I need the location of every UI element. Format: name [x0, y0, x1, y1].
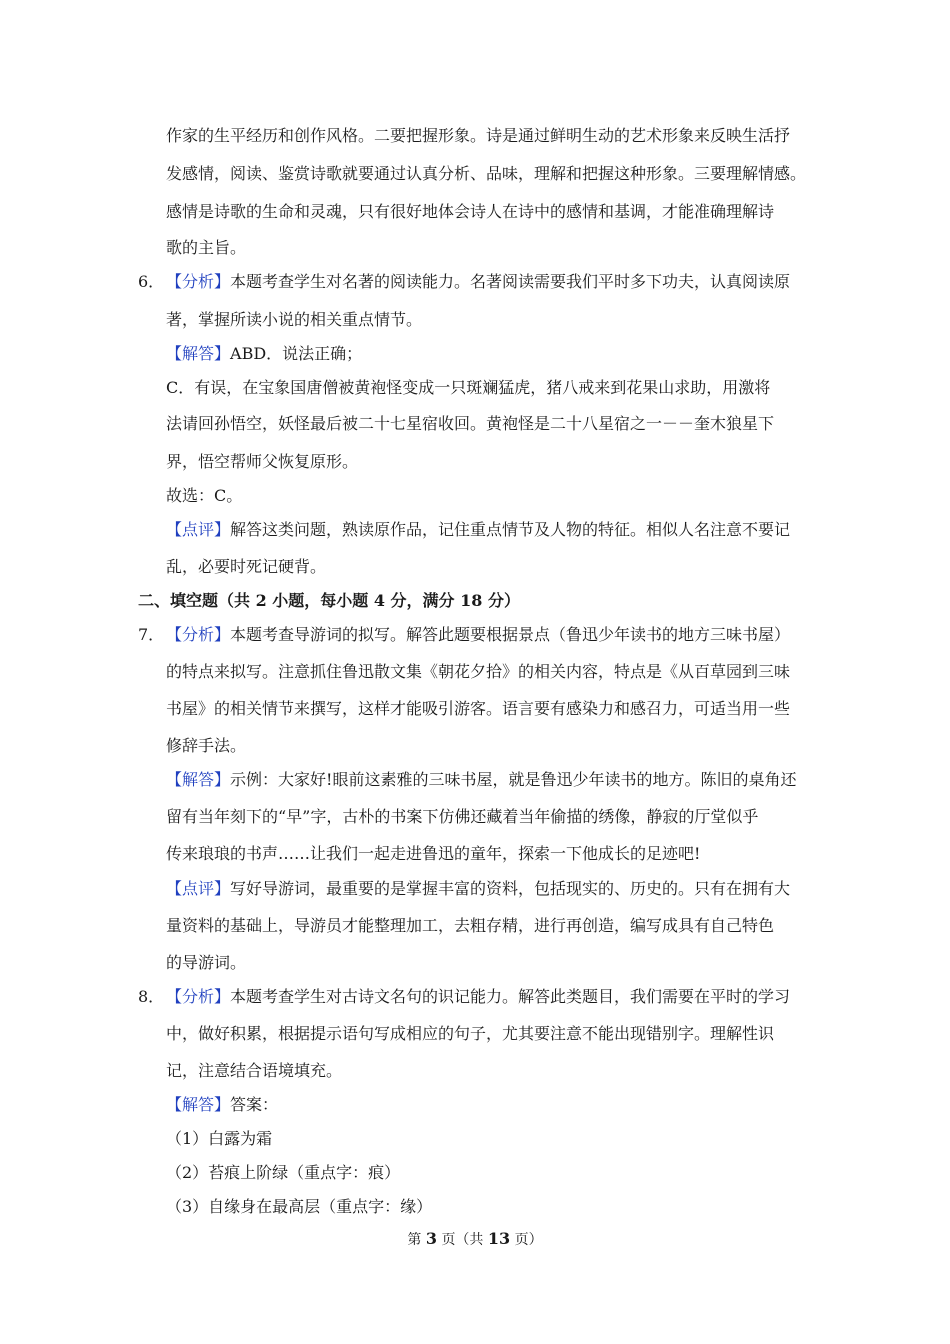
q7-analysis-line	[0, 623, 950, 647]
q7-comment-line	[0, 877, 950, 901]
q8-answer-line: （2）苔痕上阶绿（重点字：痕）	[166, 1163, 401, 1182]
q6-answer-line	[0, 342, 950, 366]
answer-tag: 【解答】	[166, 344, 231, 363]
q7-analysis-line: 修辞手法。	[166, 736, 247, 755]
comment-tag: 【点评】	[166, 520, 231, 539]
question-number: 8．	[138, 987, 165, 1006]
intro-line: 发感情，阅读、鉴赏诗歌就要通过认真分析、品味，理解和把握这种形象。三要理解情感。	[166, 164, 807, 183]
q7-analysis-line: 的特点来拟写。注意抓住鲁迅散文集《朝花夕拾》的相关内容，特点是《从百草园到三味	[166, 662, 791, 681]
footer-suffix: 页）	[514, 1232, 543, 1248]
footer-prefix: 第	[407, 1232, 422, 1248]
q7-answer-line	[0, 768, 950, 792]
q6-comment-line: 乱，必要时死记硬背。	[166, 557, 327, 576]
q7-answer-line: 留有当年刻下的“早”字，古朴的书案下仿佛还藏着当年偷描的绣像，静寂的厅堂似乎	[166, 807, 759, 826]
comment-text: 解答这类问题，熟读原作品，记住重点情节及人物的特征。相似人名注意不要记	[230, 520, 791, 539]
q6-answer-line: 故选：C。	[166, 486, 243, 505]
q6-answer-line: C．有误，在宝象国唐僧被黄袍怪变成一只斑斓猛虎，猪八戒来到花果山求助，用激将	[166, 378, 771, 397]
footer-page-number: 3	[425, 1229, 437, 1248]
analysis-tag: 【分析】	[166, 625, 231, 644]
intro-line: 感情是诗歌的生命和灵魂，只有很好地体会诗人在诗中的感情和基调，才能准确理解诗	[166, 202, 775, 221]
analysis-text: 本题考查学生对名著的阅读能力。名著阅读需要我们平时多下功夫，认真阅读原	[230, 272, 791, 291]
question-number: 6．	[138, 272, 165, 291]
footer-total-pages: 13	[487, 1229, 511, 1248]
q6-answer-line: 界，悟空帮师父恢复原形。	[166, 452, 359, 471]
answer-tag: 【解答】	[166, 1095, 231, 1114]
section-title: 二、填空题（共 2 小题，每小题 4 分，满分 18 分）	[138, 591, 520, 610]
q8-answer-line	[0, 1093, 950, 1117]
q8-analysis-line: 中，做好积累，根据提示语句写成相应的句子，尤其要注意不能出现错别字。理解性识	[166, 1024, 775, 1043]
answer-text: 答案：	[230, 1095, 279, 1114]
q6-analysis-line: 著，掌握所读小说的相关重点情节。	[166, 310, 423, 329]
q8-answer-line: （1）白露为霜	[166, 1129, 273, 1148]
question-number: 7．	[138, 625, 165, 644]
answer-text: ABD．说法正确；	[230, 344, 363, 363]
comment-text: 写好导游词，最重要的是掌握丰富的资料，包括现实的、历史的。只有在拥有大	[230, 879, 791, 898]
analysis-text: 本题考查导游词的拟写。解答此题要根据景点（鲁迅少年读书的地方三味书屋）	[230, 625, 791, 644]
q8-analysis-line	[0, 985, 950, 1009]
answer-text: 示例：大家好!眼前这素雅的三味书屋，就是鲁迅少年读书的地方。陈旧的桌角还	[230, 770, 797, 789]
q7-comment-line: 的导游词。	[166, 953, 247, 972]
q6-answer-line: 法请回孙悟空，妖怪最后被二十七星宿收回。黄袍怪是二十八星宿之一－－奎木狼星下	[166, 414, 775, 433]
analysis-tag: 【分析】	[166, 272, 231, 291]
comment-tag: 【点评】	[166, 879, 231, 898]
footer-middle: 页（共	[441, 1232, 484, 1248]
analysis-text: 本题考查学生对古诗文名句的识记能力。解答此类题目，我们需要在平时的学习	[230, 987, 791, 1006]
q7-comment-line: 量资料的基础上，导游员才能整理加工，去粗存精，进行再创造，编写成具有自己特色	[166, 916, 775, 935]
q7-analysis-line: 书屋》的相关情节来撰写，这样才能吸引游客。语言要有感染力和感召力，可适当用一些	[166, 699, 791, 718]
intro-line: 作家的生平经历和创作风格。二要把握形象。诗是通过鲜明生动的艺术形象来反映生活抒	[166, 126, 791, 145]
q6-analysis-line	[0, 270, 950, 294]
intro-line: 歌的主旨。	[166, 238, 247, 257]
answer-tag: 【解答】	[166, 770, 231, 789]
q6-comment-line	[0, 518, 950, 542]
q8-analysis-line: 记，注意结合语境填充。	[166, 1061, 343, 1080]
analysis-tag: 【分析】	[166, 987, 231, 1006]
page-footer	[0, 1228, 950, 1251]
q7-answer-line: 传来琅琅的书声……让我们一起走进鲁迅的童年，探索一下他成长的足迹吧!	[166, 844, 701, 863]
q8-answer-line: （3）自缘身在最高层（重点字：缘）	[166, 1197, 433, 1216]
